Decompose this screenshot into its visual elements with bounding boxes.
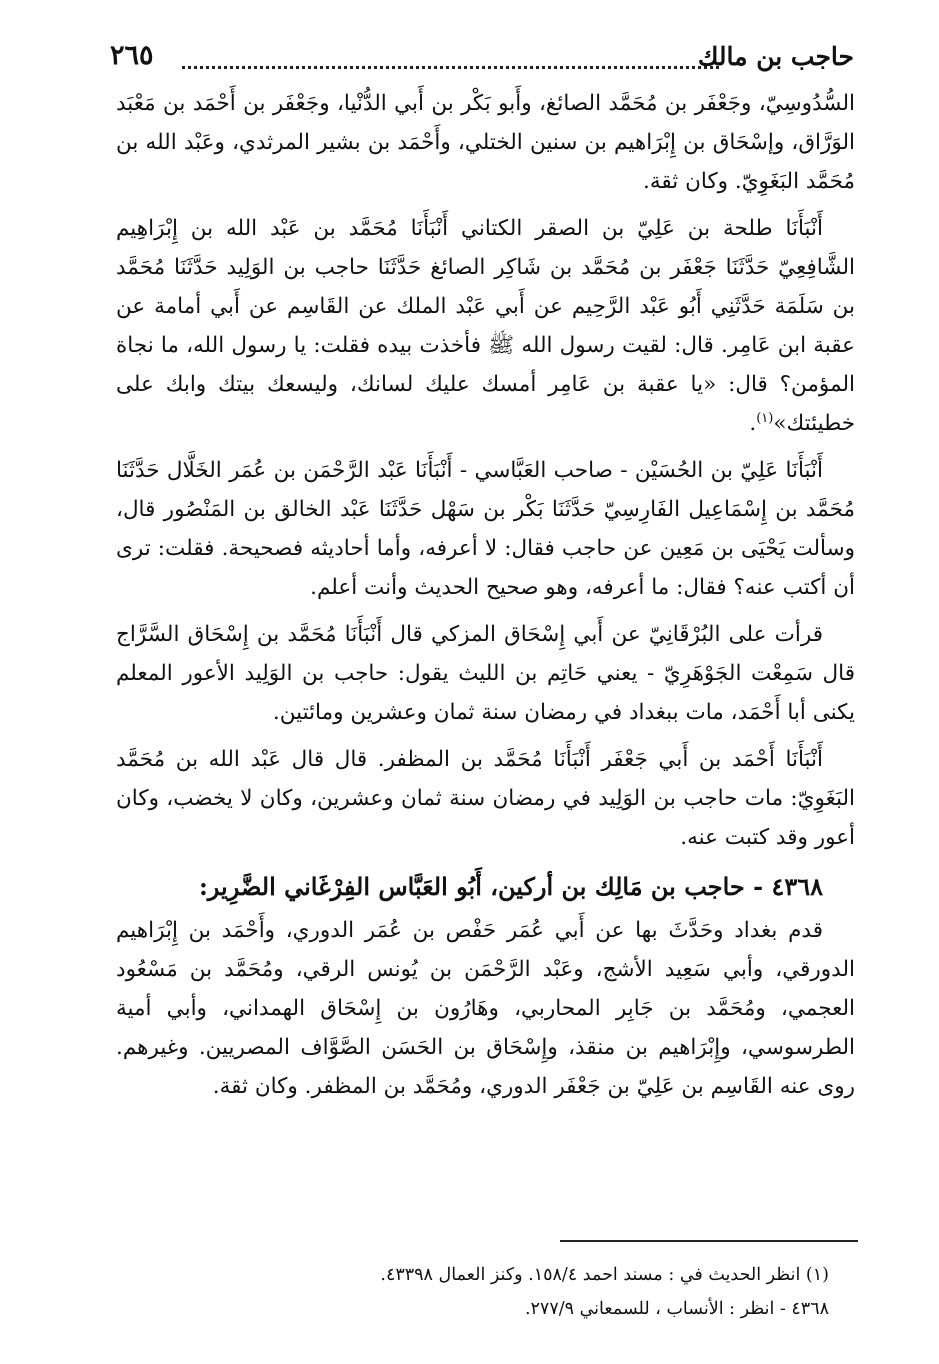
paragraph-4: قرأت على البُرْقَانِيّ عن أَبي إِسْحَاق المزكي قال أَنْبَأَنَا مُحَمَّد بن إِسْحَاق السَّرَّاج قال سَمِعْت الجَوْهَرِيّ - يعني حَاتِم بن الليث يقول: حاجب بن الوَلِيد الأعور المعلم يكنى أبا أَحْمَد، مات ببغداد في رمضان سنة ثمان وعشرين ومائتين. bbox=[116, 622, 855, 725]
paragraph-1: السُّدُوسِيّ، وجَعْفَر بن مُحَمَّد الصائغ، وأَبو بَكْر بن أَبي الدُّنْيا، وجَعْفَر بن أَحْمَد بن مَعْبَد الوَرَّاق، وإسْحَاق بن إِبْرَاهيم بن سنين الختلي، وأَحْمَد بن بشير المرثدي، وعَبْد الله بن مُحَمَّد البَغَوِيّ. وكان ثقة. bbox=[116, 91, 855, 194]
entry-title: حاجب بن مَالِك بن أركين، أَبُو العَبَّاس الفِرْغَاني الضَّرِير: bbox=[198, 872, 745, 901]
entry-text: قدم بغداد وحَدَّثَ بها عن أَبي عُمَر حَفْص بن عُمَر الدوري، وأَحْمَد بن إِبْرَاهيم الدورقي، وأبي سَعِيد الأشج، وعَبْد الرَّحْمَن بن يُونس الرقي، ومُحَمَّد بن مَسْعُود العجمي، ومُحَمَّد بن جَابِر المحاربي، وهَارُون بن إِسْحَاق الهمداني، وأبي أمية الطرسوسي، وإِبْرَاهيم بن منقذ، وإِسْحَاق بن الحَسَن الصَّوَّاف المصريين. وغيرهم. روى عنه القَاسِم بن عَلِيّ بن جَعْفَر الدوري، ومُحَمَّد بن المظفر. وكان ثقة. bbox=[116, 918, 855, 1099]
running-title: حاجب بن مالك bbox=[697, 42, 854, 71]
footnotes bbox=[116, 1258, 855, 1326]
page-number: ٢٦٥ bbox=[110, 40, 154, 71]
entry-heading bbox=[116, 865, 855, 909]
paragraph-5: أَنْبَأَنَا أَحْمَد بن أَبي جَعْفَر أَنْبَأَنَا مُحَمَّد بن المظفر. قال قال عَبْد الله بن مُحَمَّد البَغَوِيّ: مات حاجب بن الوَلِيد في رمضان سنة ثمان وعشرين، وكان لا يخضب، وكان أعور وقد كتبت عنه. bbox=[116, 747, 855, 850]
footnote-marker: (١) bbox=[756, 410, 774, 426]
footnote-2: ٤٣٦٨ - انظر : الأنساب ، للسمعاني ٢٧٧/٩. bbox=[524, 1299, 829, 1319]
footnote-1: (١) انظر الحديث في : مسند احمد ١٥٨/٤. وكنز العمال ٤٣٣٩٨. bbox=[380, 1265, 829, 1285]
paragraph-3: أَنْبَأَنَا عَلِيّ بن الحُسَيْن - صاحب العَبَّاسي - أَنْبَأَنَا عَبْد الرَّحْمَن بن عُمَر الخَلَّال حَدَّثَنَا مُحَمَّد بن إِسْمَاعِيل الفَارِسِيّ حَدَّثَنَا بَكْر بن سَهْل حَدَّثَنَا عَبْد الخالق بن المَنْصُور قال، وسألت يَحْيَى بن مَعِين عن حاجب فقال: لا أعرفه، وأما أحاديثه فصحيحة. فقلت: ترى أن أكتب عنه؟ فقال: ما أعرفه، وهو صحيح الحديث وأنت أعلم. bbox=[116, 458, 855, 600]
footnote-divider bbox=[560, 1240, 858, 1242]
entry-number: ٤٣٦٨ bbox=[771, 872, 823, 901]
page-header bbox=[110, 38, 854, 78]
header-leader-dots bbox=[182, 66, 719, 69]
page-body bbox=[116, 84, 855, 1114]
paragraph-2-text: أَنْبَأَنَا طلحة بن عَلِيّ بن الصقر الكتاني أَنْبَأَنَا مُحَمَّد بن عَبْد الله بن إِبْرَاهِيم الشَّافِعِيّ حَدَّثَنَا جَعْفَر بن مُحَمَّد بن شَاكِر الصائغ حَدَّثَنَا حاجب بن الوَلِيد حَدَّثَنَا مُحَمَّد بن سَلَمَة حَدَّثَنِي أَبُو عَبْد الرَّحِيم عن أَبي عَبْد الملك عن القَاسِم عن أَبي أمامة عن عقبة ابن عَامِر. قال: لقيت رسول الله ﷺ فأخذت بيده فقلت: يا رسول الله، ما نجاة المؤمن؟ قال: «يا عقبة بن عَامِر أمسك عليك لسانك، وليسعك بيتك وابك على خطيئتك» bbox=[116, 216, 855, 436]
entry-dash: - bbox=[744, 872, 772, 901]
paragraph-2: أَنْبَأَنَا طلحة بن عَلِيّ بن الصقر الكتاني أَنْبَأَنَا مُحَمَّد بن عَبْد الله بن إِبْرَاهِيم الشَّافِعِيّ حَدَّثَنَا جَعْفَر بن مُحَمَّد بن شَاكِر الصائغ حَدَّثَنَا حاجب بن الوَلِيد حَدَّثَنَا مُحَمَّد بن سَلَمَة حَدَّثَنِي أَبُو عَبْد الرَّحِيم عن أَبي عَبْد الملك عن القَاسِم عن أَبي أمامة عن عقبة ابن عَامِر. قال: لقيت رسول الله ﷺ فأخذت بيده فقلت: يا رسول الله، ما نجاة المؤمن؟ قال: «يا عقبة بن عَامِر أمسك عليك لسانك، وليسعك بيتك وابك على خطيئتك»$^{(١)}$. bbox=[116, 216, 855, 436]
